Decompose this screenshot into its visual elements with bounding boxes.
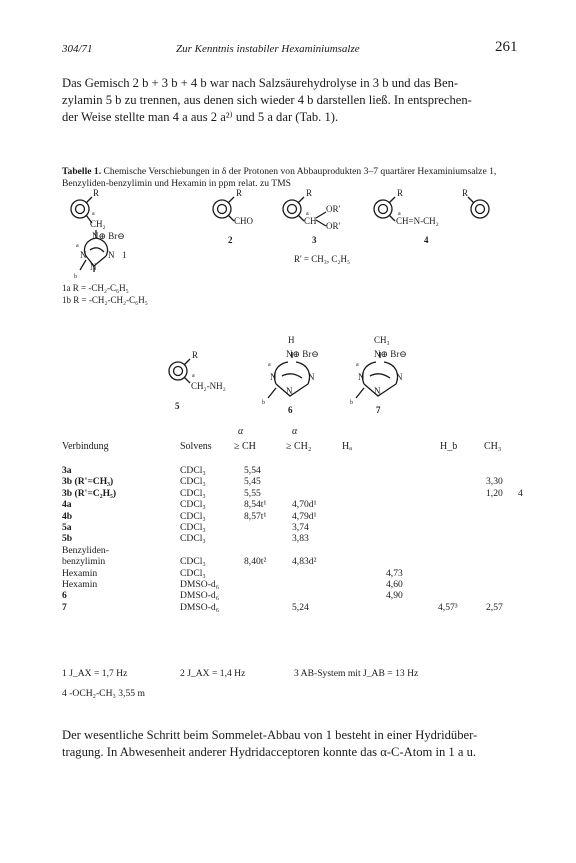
cell-extra: 4 bbox=[518, 487, 523, 499]
closing-line-1: Der wesentliche Schritt beim Sommelet-Abbau von 1 besteht in einer Hydridüber- bbox=[62, 728, 478, 742]
cell-ch2: 3,74 bbox=[292, 522, 309, 533]
s2-cho: CHO bbox=[234, 216, 254, 226]
cell-ch: 5,55 bbox=[244, 487, 261, 499]
footnote-2: 2 J_AX = 1,4 Hz bbox=[180, 668, 246, 679]
col-header-hb: H_b bbox=[440, 441, 458, 452]
s1-r-label: R bbox=[93, 188, 100, 198]
cell-compound: Hexamin bbox=[62, 579, 98, 590]
s4-number: 4 bbox=[424, 235, 429, 245]
col-header-ch3: CH₃ bbox=[484, 441, 502, 452]
s3-or1: OR' bbox=[326, 204, 341, 214]
cell-solvent: DMSO-d₆ bbox=[180, 579, 220, 590]
s7-a-label: a bbox=[356, 362, 359, 368]
alpha-marker-ch2: α bbox=[292, 426, 298, 437]
cell-ch2: 4,79d¹ bbox=[292, 510, 317, 522]
s4-r-label: R bbox=[397, 188, 404, 198]
col-header-ch2: ≥ CH₂ bbox=[286, 441, 312, 452]
cell-hb: 4,57³ bbox=[438, 601, 458, 613]
s6-h: H bbox=[288, 335, 295, 345]
footnote-1: 1 J_AX = 1,7 Hz bbox=[62, 668, 128, 679]
col-header-solvent: Solvens bbox=[180, 441, 212, 452]
cell-ch: 5,45 bbox=[244, 476, 261, 488]
s5-r-label: R bbox=[192, 350, 199, 360]
closing-line-2: tragung. In Abwesenheit anderer Hydridacceptoren konnte das α-C-Atom in 1 a u. bbox=[62, 745, 477, 759]
running-header-title: Zur Kenntnis instabiler Hexaminiumsalze bbox=[176, 43, 360, 55]
s3-rdef: R' = CH₃, C₂H₅ bbox=[294, 254, 351, 264]
caption-label: Tabelle 1. bbox=[62, 166, 102, 177]
cell-solvent: CDCl₃ bbox=[180, 510, 206, 522]
s5-amine: CH₂-NH₂ bbox=[191, 381, 226, 391]
s5-number: 5 bbox=[175, 401, 180, 411]
s2-number: 2 bbox=[228, 235, 233, 245]
s6-number: 6 bbox=[288, 405, 293, 415]
cell-solvent: CDCl₃ bbox=[180, 487, 206, 499]
s7-b-label: b bbox=[350, 400, 353, 406]
col-header-ch: ≥ CH bbox=[234, 441, 256, 452]
cell-compound: Hexamin bbox=[62, 567, 98, 579]
cell-ch2: 5,24 bbox=[292, 601, 309, 613]
footnote-3: 3 AB-System mit J_AB = 13 Hz bbox=[294, 668, 419, 679]
page-number: 261 bbox=[495, 39, 518, 55]
cell-solvent: CDCl₃ bbox=[180, 499, 206, 511]
footnote-4: 4 -OCH₂-CH₃ 3,55 m bbox=[62, 688, 145, 699]
s4-imine: CH=N-CH₂ bbox=[396, 216, 439, 226]
s1-nbr: N⊕ Br⊖ bbox=[92, 231, 125, 241]
cell-solvent: CDCl₃ bbox=[180, 567, 206, 579]
running-header-left: 304/71 bbox=[62, 43, 93, 55]
s3-number: 3 bbox=[312, 235, 317, 245]
s7-nbr: N⊕ Br⊖ bbox=[374, 349, 407, 359]
s1b-def: 1b R = -CH₂-CH₂-C₆H₅ bbox=[62, 295, 148, 305]
s1-number: 1 bbox=[122, 250, 127, 260]
cell-ch: 8,40t² bbox=[244, 556, 267, 568]
cell-ha: 4,60 bbox=[386, 579, 403, 590]
s7-n-right: N bbox=[396, 372, 403, 382]
col-header-ha: Hₐ bbox=[342, 441, 352, 452]
cell-solvent: CDCl₃ bbox=[180, 476, 206, 488]
s4-a-label: a bbox=[398, 211, 401, 217]
s2-r-label: R bbox=[236, 188, 243, 198]
s7-n-left: N bbox=[358, 372, 365, 382]
s1-n-left: N bbox=[80, 250, 87, 260]
s6-n-bottom: N bbox=[286, 386, 293, 396]
cell-ch3: 1,20 bbox=[486, 487, 503, 499]
alpha-marker-ch: α bbox=[238, 426, 244, 437]
cell-compound: 6 bbox=[62, 590, 67, 602]
cell-compound: 5b bbox=[62, 533, 73, 545]
caption-text: Chemische Verschiebungen in δ der Protonen von Abbauprodukten 3–7 quartärer Hexaminiumsalze 1, Benzyliden-benzylimin und Hexamin in ppm relat. zu TMS bbox=[62, 166, 497, 189]
cell-ha: 4,73 bbox=[386, 567, 403, 579]
s6-n-right: N bbox=[308, 372, 315, 382]
cell-compound: 4b bbox=[62, 510, 73, 522]
intro-line-1: Das Gemisch 2 b + 3 b + 4 b war nach Salzsäurehydrolyse in 3 b und das Ben- bbox=[62, 76, 459, 90]
cell-solvent: CDCl₃ bbox=[180, 522, 206, 533]
cell-compound: Benzyliden- bbox=[62, 544, 109, 556]
s6-n-left: N bbox=[270, 372, 277, 382]
s3-ch: CH bbox=[304, 216, 317, 226]
s3-a-label: a bbox=[306, 211, 309, 217]
cell-compound: 7 bbox=[62, 601, 67, 613]
cell-ch: 8,57t¹ bbox=[244, 510, 267, 522]
cell-compound: 3b (R'=CH₃) bbox=[62, 476, 114, 488]
cell-ch3: 2,57 bbox=[486, 601, 503, 613]
cell-ch: 8,54t¹ bbox=[244, 499, 267, 511]
s1-a2-label: a bbox=[76, 243, 79, 249]
cell-solvent: CDCl₃ bbox=[180, 556, 206, 568]
cell-solvent: DMSO-d₆ bbox=[180, 601, 220, 613]
s6-nbr: N⊕ Br⊖ bbox=[286, 349, 319, 359]
cell-ch: 5,54 bbox=[244, 465, 261, 476]
cell-compound: 3a bbox=[62, 465, 72, 476]
s1-n-bottom: N bbox=[90, 262, 97, 272]
intro-line-2: zylamin 5 b zu trennen, aus denen sich wieder 4 b darstellen ließ. In entsprechen- bbox=[62, 93, 472, 107]
cell-compound: 4a bbox=[62, 499, 72, 511]
s7-n-bottom: N bbox=[374, 386, 381, 396]
cell-solvent: CDCl₃ bbox=[180, 465, 206, 476]
cell-ch2: 3,83 bbox=[292, 533, 309, 545]
s1-a-label: a bbox=[92, 211, 95, 217]
cell-ch2: 4,83d² bbox=[292, 556, 317, 568]
s1-n-right: N bbox=[108, 250, 115, 260]
s6-a-label: a bbox=[268, 362, 271, 368]
s7-number: 7 bbox=[376, 405, 381, 415]
cell-ch3: 3,30 bbox=[486, 476, 503, 488]
cell-compound: 5a bbox=[62, 522, 72, 533]
s3-r-label: R bbox=[306, 188, 313, 198]
cell-ha: 4,90 bbox=[386, 590, 403, 602]
s4-r2-label: R bbox=[462, 188, 469, 198]
s5-a-label: a bbox=[192, 373, 195, 379]
s1a-def: 1a R = -CH₂-C₆H₅ bbox=[62, 283, 129, 293]
cell-solvent: DMSO-d₆ bbox=[180, 590, 220, 602]
s1-ch2: CH₂ bbox=[90, 219, 106, 229]
intro-line-3: der Weise stellte man 4 a aus 2 a²⁾ und 5 a dar (Tab. 1). bbox=[62, 110, 339, 124]
col-header-compound: Verbindung bbox=[62, 441, 109, 452]
s1-b-label: b bbox=[74, 274, 77, 280]
closing-paragraph bbox=[62, 727, 524, 761]
cell-solvent: CDCl₃ bbox=[180, 533, 206, 545]
cell-compound: 3b (R'=C₂H₅) bbox=[62, 487, 117, 499]
cell-ch2: 4,70d¹ bbox=[292, 499, 317, 511]
s7-ch3: CH₃ bbox=[374, 335, 390, 345]
cell-compound: benzylimin bbox=[62, 556, 106, 568]
s3-or2: OR' bbox=[326, 221, 341, 231]
s6-b-label: b bbox=[262, 400, 265, 406]
